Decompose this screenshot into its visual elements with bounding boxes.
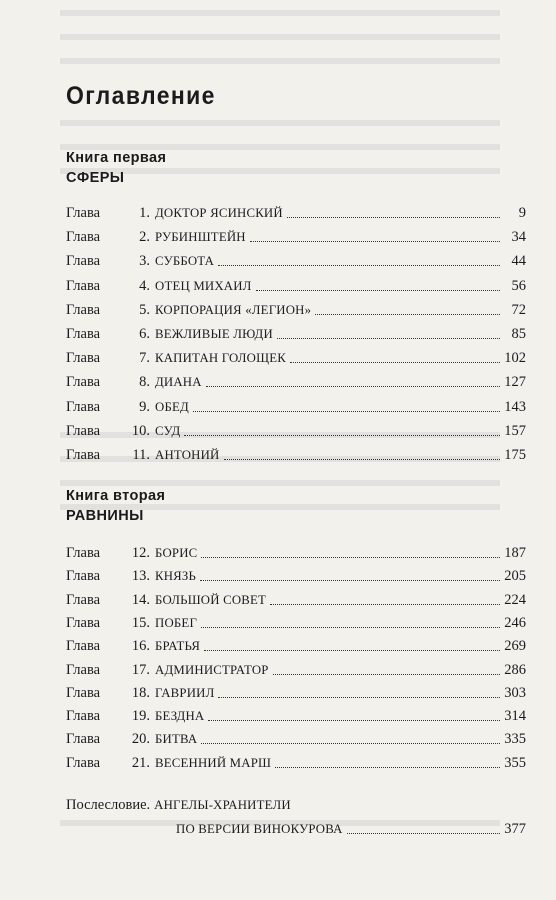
toc-entry[interactable] [66, 420, 526, 442]
toc-entry[interactable] [66, 565, 526, 587]
dot-leader [201, 742, 500, 744]
dot-leader [273, 673, 500, 675]
chapter-word: Глава [66, 661, 101, 678]
chapter-page-number: 224 [504, 591, 526, 608]
afterword-page-number: 377 [504, 821, 526, 837]
chapter-page-number: 143 [504, 398, 526, 415]
dot-leader [208, 719, 500, 721]
chapter-title: АНТОНИЙ [155, 448, 220, 462]
afterword-title-line2: ПО ВЕРСИИ ВИНОКУРОВА [176, 822, 343, 836]
book-two-title: РАВНИНЫ [66, 508, 144, 524]
chapter-title: БОРИС [155, 546, 198, 560]
chapter-word: Глава [66, 301, 101, 318]
toc-entry[interactable] [66, 542, 526, 564]
chapter-number: 11. [132, 447, 150, 463]
toc-entry[interactable] [66, 705, 526, 727]
chapter-number: 2. [139, 229, 150, 246]
chapter-number: 18. [131, 684, 150, 701]
chapter-page-number: 269 [504, 638, 526, 655]
toc-entry[interactable] [66, 659, 526, 681]
chapter-word: Глава [66, 326, 101, 342]
afterword-label: Послесловие. [66, 797, 151, 813]
dot-leader [206, 385, 500, 387]
dot-leader [250, 240, 500, 242]
toc-entry[interactable] [66, 728, 526, 750]
chapter-title: ДИАНА [155, 375, 202, 390]
chapter-page-number: 72 [511, 301, 526, 318]
chapter-title: ВЕСЕННИЙ МАРШ [155, 755, 272, 770]
chapter-title: БЕЗДНА [155, 709, 205, 724]
chapter-word: Глава [66, 374, 101, 391]
chapter-number: 6. [139, 326, 150, 342]
toc-entry[interactable] [66, 444, 526, 466]
chapter-page-number: 205 [504, 568, 526, 585]
dot-leader [193, 410, 500, 412]
chapter-page-number: 175 [504, 447, 526, 463]
dot-leader [277, 337, 500, 339]
chapter-number: 13. [131, 568, 150, 585]
chapter-word: Глава [66, 205, 101, 221]
chapter-page-number: 246 [504, 614, 526, 631]
chapter-number: 17. [131, 661, 150, 678]
dot-leader [218, 696, 500, 698]
chapter-title: ВЕЖЛИВЫЕ ЛЮДИ [155, 327, 273, 341]
dot-leader [347, 832, 501, 834]
toc-entry[interactable] [66, 752, 526, 774]
toc-entry[interactable] [66, 682, 526, 704]
chapter-page-number: 85 [511, 326, 526, 342]
chapter-word: Глава [66, 253, 101, 270]
chapter-title: ГАВРИИЛ [155, 685, 215, 700]
chapter-number: 7. [139, 350, 150, 367]
chapter-number: 10. [131, 422, 150, 439]
toc-entry[interactable] [66, 299, 526, 321]
chapter-word: Глава [66, 614, 101, 631]
toc-entry[interactable] [66, 347, 526, 369]
chapter-number: 16. [131, 638, 150, 655]
dot-leader [270, 603, 500, 605]
chapter-page-number: 303 [504, 684, 526, 701]
chapter-title: АДМИНИСТРАТОР [155, 662, 269, 677]
chapter-word: Глава [66, 277, 101, 294]
chapter-title: БИТВА [155, 732, 198, 747]
chapter-number: 15. [131, 614, 150, 631]
chapter-word: Глава [66, 684, 101, 701]
chapter-title: СУД [155, 423, 181, 438]
chapter-number: 3. [139, 253, 150, 270]
dot-leader [290, 361, 500, 363]
chapter-title: ПОБЕГ [155, 615, 198, 630]
dot-leader [218, 264, 500, 266]
chapter-page-number: 56 [511, 277, 526, 294]
chapter-number: 1. [139, 205, 150, 221]
book-one-label: Книга первая [66, 150, 167, 166]
chapter-word: Глава [66, 731, 101, 748]
chapter-number: 14. [131, 591, 150, 608]
chapter-page-number: 335 [504, 731, 526, 748]
chapter-title: ОТЕЦ МИХАИЛ [155, 278, 252, 293]
chapter-number: 8. [139, 374, 150, 391]
book-two-label: Книга вторая [66, 488, 166, 504]
dot-leader [201, 556, 500, 558]
chapter-word: Глава [66, 447, 101, 463]
toc-heading: Оглавление [66, 82, 216, 110]
dot-leader [275, 766, 500, 768]
chapter-number: 4. [139, 277, 150, 294]
chapter-word: Глава [66, 398, 101, 415]
toc-entry[interactable] [66, 635, 526, 657]
toc-entry[interactable] [66, 226, 526, 248]
chapter-word: Глава [66, 545, 101, 561]
toc-entry[interactable] [66, 371, 526, 393]
toc-entry[interactable] [66, 202, 526, 224]
chapter-word: Глава [66, 708, 101, 725]
chapter-word: Глава [66, 638, 101, 655]
chapter-page-number: 102 [504, 350, 526, 367]
dot-leader [315, 313, 500, 315]
dot-leader [184, 434, 500, 436]
toc-entry[interactable] [66, 275, 526, 297]
chapter-word: Глава [66, 229, 101, 246]
chapter-title: БОЛЬШОЙ СОВЕТ [155, 592, 267, 607]
afterword-title-line1: АНГЕЛЫ-ХРАНИТЕЛИ [154, 798, 291, 812]
chapter-page-number: 127 [504, 374, 526, 391]
toc-entry[interactable] [66, 250, 526, 272]
chapter-title: СУББОТА [155, 254, 215, 269]
dot-leader [256, 289, 500, 291]
chapter-page-number: 157 [504, 422, 526, 439]
chapter-word: Глава [66, 350, 101, 367]
chapter-page-number: 44 [511, 253, 526, 270]
chapter-number: 5. [139, 301, 150, 318]
dot-leader [224, 458, 501, 460]
chapter-number: 21. [131, 754, 150, 771]
chapter-title: КНЯЗЬ [155, 569, 197, 584]
dot-leader [204, 649, 500, 651]
chapter-page-number: 9 [518, 205, 526, 221]
chapter-page-number: 34 [511, 229, 526, 246]
chapter-word: Глава [66, 591, 101, 608]
chapter-title: ОБЕД [155, 399, 189, 414]
chapter-page-number: 314 [504, 708, 526, 725]
dot-leader [287, 216, 500, 218]
dot-leader [200, 579, 500, 581]
chapter-title: КАПИТАН ГОЛОЩЕК [155, 351, 286, 366]
chapter-number: 12. [131, 545, 150, 561]
chapter-number: 19. [131, 708, 150, 725]
book-one-title: СФЕРЫ [66, 170, 125, 186]
chapter-title: ДОКТОР ЯСИНСКИЙ [155, 206, 283, 220]
chapter-word: Глава [66, 568, 101, 585]
chapter-title: РУБИНШТЕЙН [155, 230, 246, 245]
dot-leader [201, 626, 500, 628]
chapter-title: КОРПОРАЦИЯ «ЛЕГИОН» [155, 302, 312, 317]
chapter-word: Глава [66, 422, 101, 439]
chapter-title: БРАТЬЯ [155, 639, 201, 654]
chapter-word: Глава [66, 754, 101, 771]
chapter-page-number: 187 [504, 545, 526, 561]
chapter-page-number: 355 [504, 754, 526, 771]
toc-entry[interactable] [66, 396, 526, 418]
chapter-number: 20. [131, 731, 150, 748]
chapter-number: 9. [139, 398, 150, 415]
chapter-page-number: 286 [504, 661, 526, 678]
toc-entry[interactable] [66, 612, 526, 634]
toc-entry[interactable] [66, 323, 526, 345]
toc-entry[interactable] [66, 589, 526, 611]
